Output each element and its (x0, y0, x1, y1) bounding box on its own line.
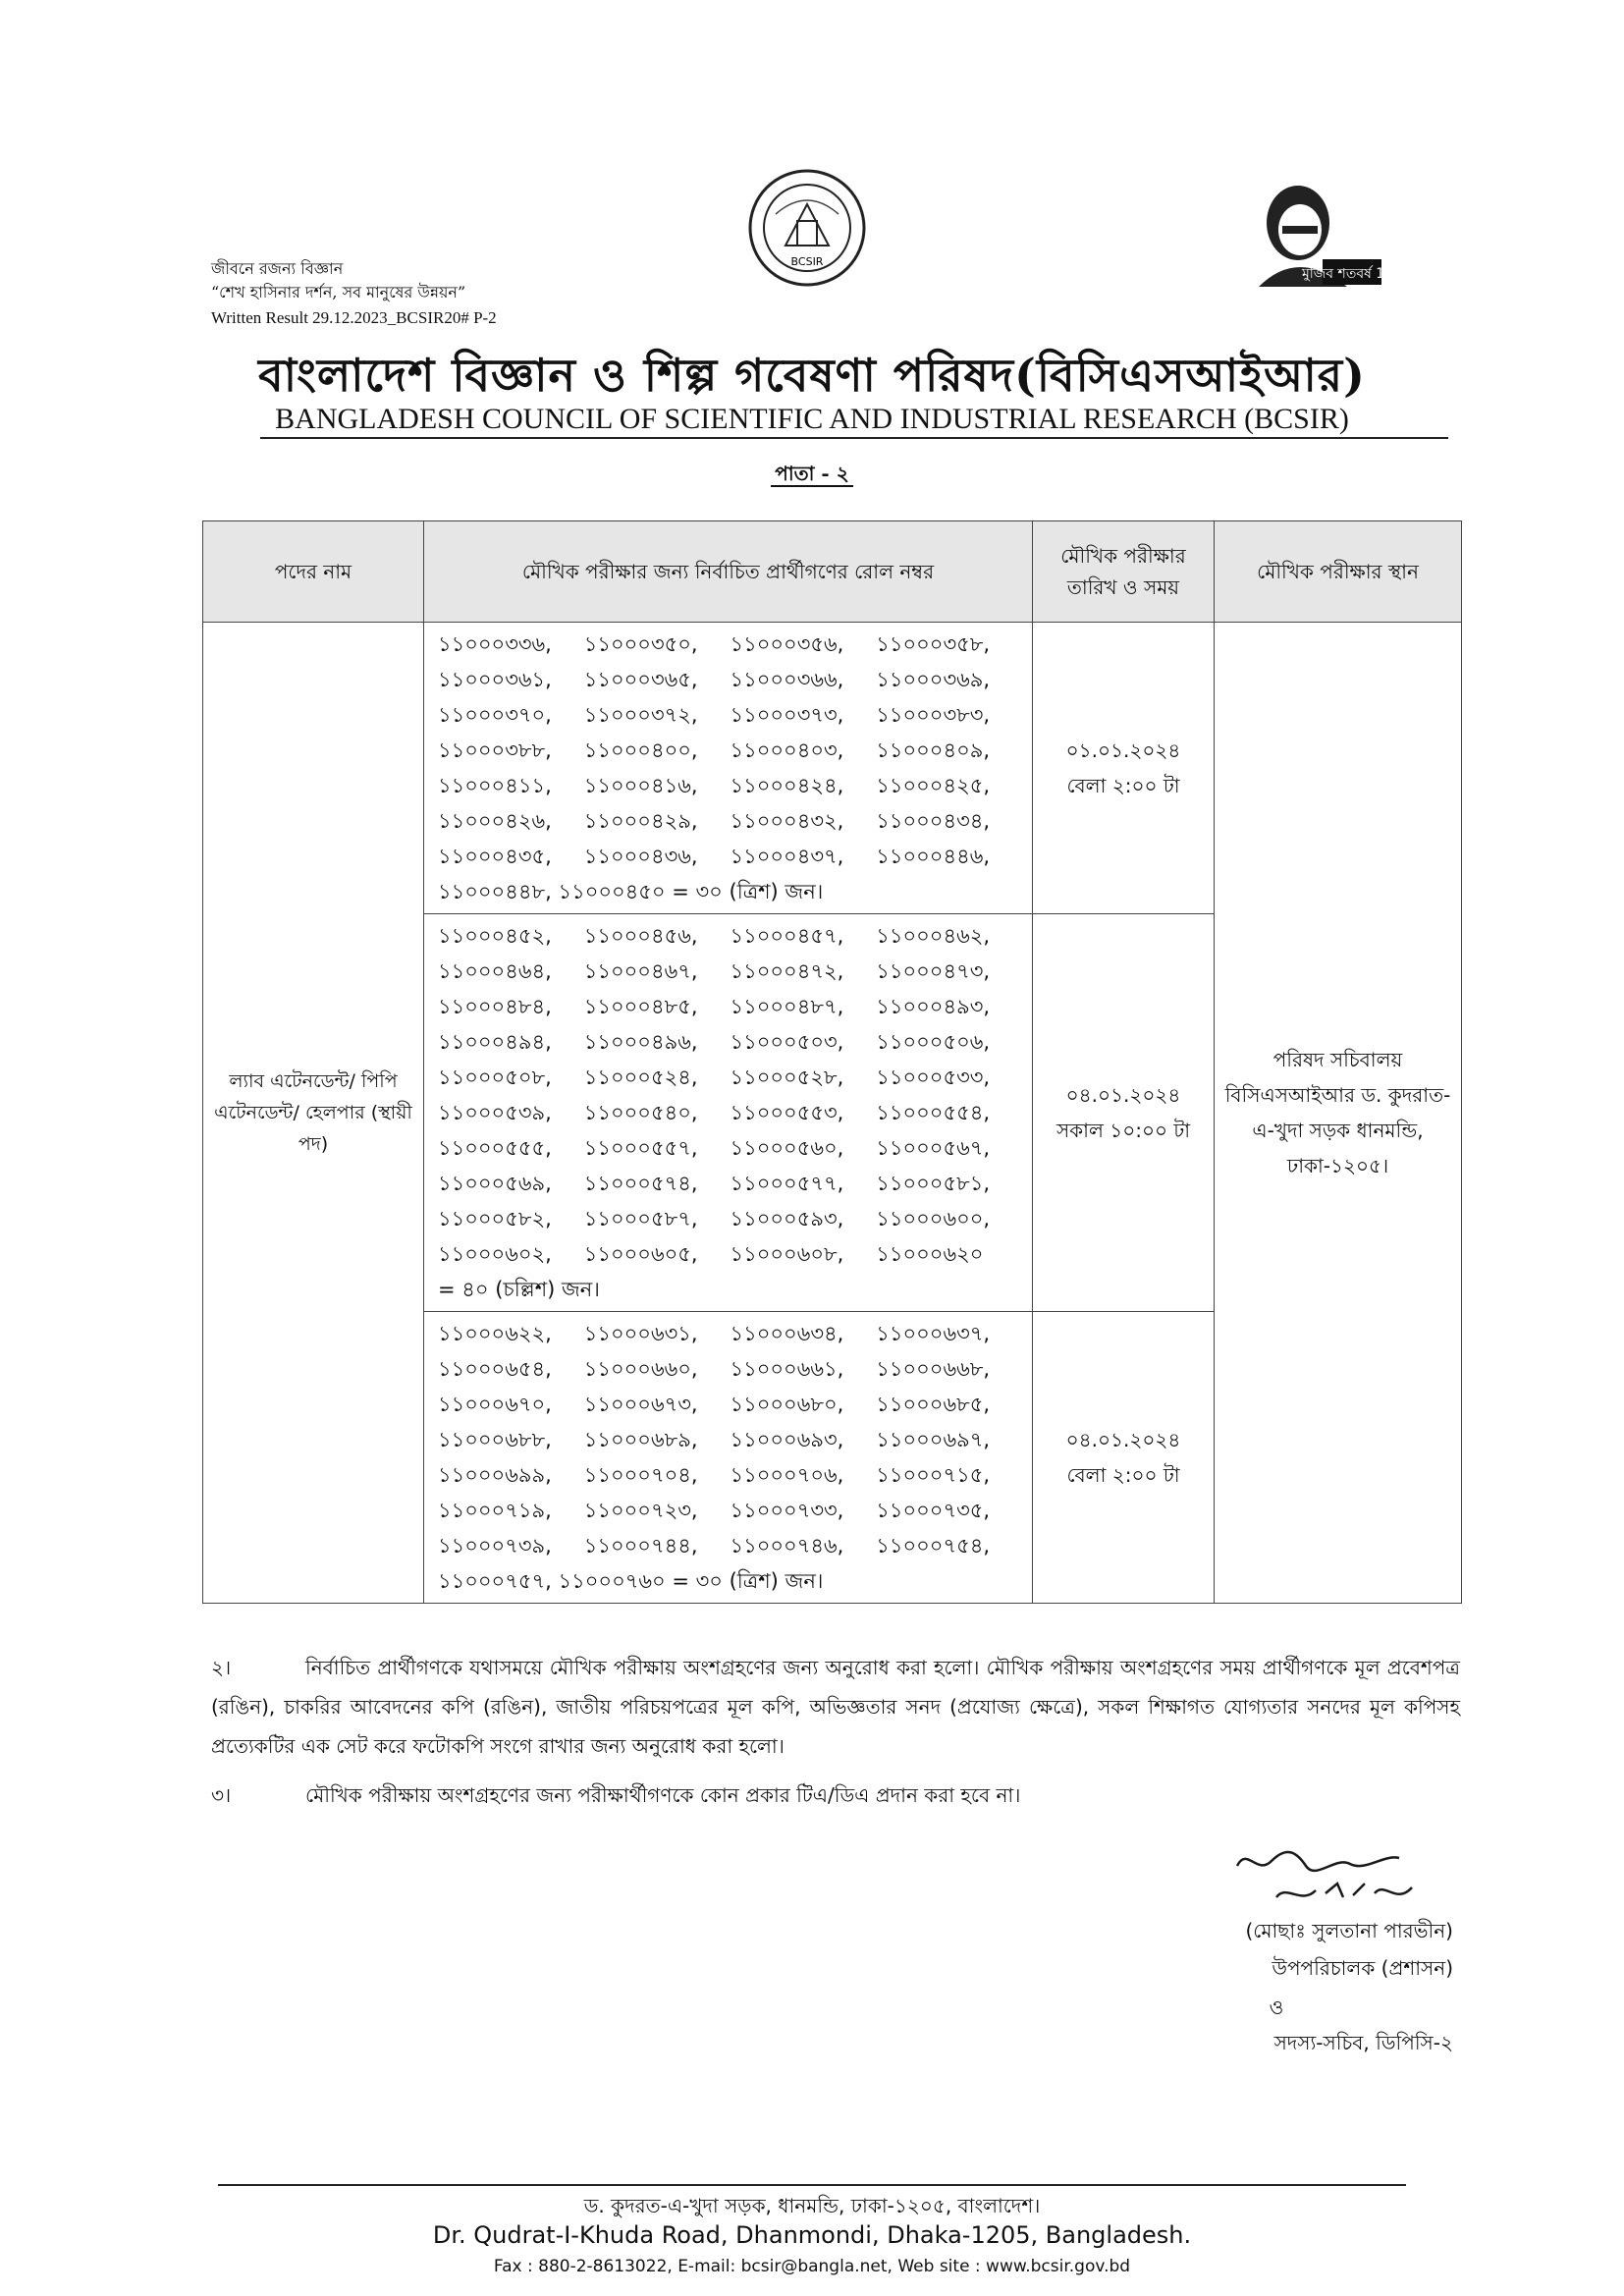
exam-time: সকাল ১০:০০ টা (1056, 1119, 1191, 1142)
venue-cell: পরিষদ সচিবালয় বিসিএসআইআর ড. কুদরাত-এ-খুদা সড়ক ধানমন্ডি, ঢাকা-১২০৫। (1215, 623, 1462, 1604)
roll-total-line: = ৪০ (চল্লিশ) জন। (438, 1278, 600, 1301)
roll-number: ১১০০০৩৬৫, (583, 668, 698, 691)
roll-number: ১১০০০৩৮৩, (876, 703, 991, 727)
roll-number: ১১০০০৫৩৩, (876, 1066, 991, 1089)
roll-number: ১১০০০৪৬৪, (438, 959, 552, 983)
roll-number: ১১০০০৩৭০, (438, 703, 552, 727)
roll-line (438, 918, 1022, 954)
roll-number: ১১০০০৪৮৪, (438, 995, 552, 1018)
roll-number: ১১০০০৬০৮, (730, 1242, 844, 1266)
roll-number: ১১০০০৩৭২, (583, 703, 698, 727)
note-paragraph-2 (211, 1648, 1460, 1766)
exam-date: ০৪.০১.২০২৪ (1065, 1428, 1181, 1451)
roll-number: ১১০০০৩৫৮, (876, 632, 991, 656)
roll-number: ১১০০০৫৬৭, (876, 1136, 991, 1160)
roll-number: ১১০০০৫০৮, (438, 1066, 552, 1089)
roll-number: ১১০০০৪৮৫, (583, 995, 698, 1018)
roll-number: ১১০০০৪২৫, (876, 774, 991, 797)
roll-number: ১১০০০৫৫৫, (438, 1136, 552, 1160)
roll-number: ১১০০০৬২২, (438, 1322, 552, 1345)
roll-number: ১১০০০৫৪০, (583, 1101, 698, 1124)
header-date-time: মৌখিক পরীক্ষার তারিখ ও সময় (1033, 521, 1215, 623)
svg-text:মুজিব শতবর্ষ 100: মুজিব শতবর্ষ 100 (1301, 266, 1403, 282)
roll-number: ১১০০০৪৯৩, (876, 995, 991, 1018)
roll-number: ১১০০০৫০৩, (730, 1030, 844, 1054)
mujib-centenary-logo-icon (1239, 169, 1435, 292)
note-paragraph-3 (211, 1776, 1460, 1815)
roll-number: ১১০০০৫৫৩, (730, 1101, 844, 1124)
roll-number: ১১০০০৪৬৭, (583, 959, 698, 983)
roll-number: ১১০০০৭৩৩, (730, 1499, 844, 1522)
roll-line (438, 1493, 1022, 1528)
footer-divider (218, 2184, 1406, 2186)
org-title-english: BANGLADESH COUNCIL OF SCIENTIFIC AND INDUSTRIAL RESEARCH (BCSIR) (275, 403, 1349, 435)
roll-number: ১১০০০৭৪৪, (583, 1534, 698, 1558)
roll-number: ১১০০০৫০৬, (876, 1030, 991, 1054)
roll-number: ১১০০০৩৩৬, (438, 632, 552, 656)
roll-line (438, 1060, 1022, 1095)
roll-line (438, 1201, 1022, 1236)
roll-number: ১১০০০৬৮৮, (438, 1428, 552, 1451)
roll-number: ১১০০০৪১৬, (583, 774, 698, 797)
roll-number: ১১০০০৪০০, (583, 738, 698, 762)
post-name-cell: ল্যাব এটেনডেন্ট/ পিপি এটেনডেন্ট/ হেলপার (স্থায়ী পদ) (203, 623, 424, 1604)
roll-number: ১১০০০৪৪৬, (876, 845, 991, 868)
roll-number: ১১০০০৬২০ (876, 1242, 984, 1266)
note-text: মৌখিক পরীক্ষায় অংশগ্রহণের জন্য পরীক্ষার্থীগণকে কোন প্রকার টিএ/ডিএ প্রদান করা হবে না। (305, 1783, 1021, 1807)
signatory-name: (মোছাঃ সুলতানা পারভীন) (1245, 1919, 1453, 1942)
roll-number: ১১০০০৭৪৬, (730, 1534, 844, 1558)
exam-time: বেলা ২:০০ টা (1066, 774, 1180, 797)
roll-line (438, 1316, 1022, 1351)
page-number: পাতা - ২ (0, 460, 1624, 492)
roll-number: ১১০০০৫৬৯, (438, 1172, 552, 1195)
roll-number: ১১০০০৩৬১, (438, 668, 552, 691)
roll-number: ১১০০০৭১৯, (438, 1499, 552, 1522)
footer-address-english: Dr. Qudrat-I-Khuda Road, Dhanmondi, Dhaka-1205, Bangladesh. (432, 2221, 1192, 2249)
roll-number: ১১০০০৫৮২, (438, 1207, 552, 1230)
date-time-cell (1033, 623, 1215, 914)
svg-text:BCSIR: BCSIR (790, 255, 824, 268)
roll-line (438, 954, 1022, 989)
header-roll-numbers: মৌখিক পরীক্ষার জন্য নির্বাচিত প্রার্থীগণের রোল নম্বর (424, 521, 1033, 623)
bcsir-seal-icon (746, 167, 869, 290)
roll-numbers-cell (424, 1312, 1033, 1604)
note-text: নির্বাচিত প্রার্থীগণকে যথাসময়ে মৌখিক পরীক্ষায় অংশগ্রহণের জন্য অনুরোধ করা হলো। মৌখিক পরীক্ষায় অংশগ্রহণের সময় প্রার্থীগণকে মূল প্রবেশপত্র (রঙিন), চাকরির আবেদনের কপি (রঙিন), জাতীয় পরিচয়পত্রের মূল কপি, অভিজ্ঞতার সনদ (প্রযোজ্য ক্ষেত্রে), সকল শিক্ষাগত যোগ্যতার সনদের মূল কপিসহ প্রত্যেকটির এক সেট করে ফটোকপি সংগে রাখার জন্য অনুরোধ করা হলো। (211, 1656, 1460, 1758)
roll-number: ১১০০০৫৮৭, (583, 1207, 698, 1230)
roll-line (438, 733, 1022, 768)
roll-line (438, 1024, 1022, 1060)
exam-date: ০৪.০১.২০২৪ (1065, 1083, 1181, 1107)
roll-number: ১১০০০৪৭২, (730, 959, 844, 983)
roll-line (438, 1457, 1022, 1493)
roll-number: ১১০০০৬৬০, (583, 1357, 698, 1381)
roll-number: ১১০০০৩৬৯, (876, 668, 991, 691)
roll-total-line: ১১০০০৪৪৮, ১১০০০৪৫০ = ৩০ (ত্রিশ) জন। (438, 880, 824, 903)
roll-line (438, 1166, 1022, 1201)
roll-number: ১১০০০৬৯৩, (730, 1428, 844, 1451)
roll-number: ১১০০০৫৮১, (876, 1172, 991, 1195)
roll-number: ১১০০০৭৩৫, (876, 1499, 991, 1522)
roll-number: ১১০০০৪০৩, (730, 738, 844, 762)
roll-number: ১১০০০৪৫৬, (583, 924, 698, 948)
roll-number: ১১০০০৬৮৫, (876, 1393, 991, 1416)
roll-number: ১১০০০৭১৫, (876, 1463, 991, 1487)
roll-number: ১১০০০৫৭৭, (730, 1172, 844, 1195)
roll-line (438, 1528, 1022, 1563)
roll-number: ১১০০০৪৩২, (730, 809, 844, 833)
table-body (203, 623, 1462, 1604)
roll-line (438, 1351, 1022, 1387)
note-number: ২। (211, 1656, 232, 1679)
roll-number: ১১০০০৬০০, (876, 1207, 991, 1230)
roll-line (438, 1387, 1022, 1422)
roll-line (438, 627, 1022, 662)
title-divider (260, 437, 1448, 439)
motto-line-1: জীবনে রজন্য বিজ্ঞান (211, 259, 344, 278)
roll-number: ১১০০০৪২৯, (583, 809, 698, 833)
roll-number: ১১০০০৬৭০, (438, 1393, 552, 1416)
roll-number: ১১০০০৪২৪, (730, 774, 844, 797)
roll-number: ১১০০০৬৮০, (730, 1393, 844, 1416)
roll-number: ১১০০০৫২৮, (730, 1066, 844, 1089)
roll-number: ১১০০০৬৮৯, (583, 1428, 698, 1451)
roll-number: ১১০০০৭০৪, (583, 1463, 698, 1487)
roll-number: ১১০০০৪৮৭, (730, 995, 844, 1018)
roll-number: ১১০০০৬৬১, (730, 1357, 844, 1381)
roll-number: ১১০০০৬৯৭, (876, 1428, 991, 1451)
roll-number: ১১০০০৪৩৬, (583, 845, 698, 868)
signatory-designation: উপপরিচালক (প্রশাসন) (1272, 1956, 1453, 1980)
roll-number: ১১০০০৬৩৪, (730, 1322, 844, 1345)
signature-icon (1227, 1836, 1434, 1915)
roll-line (438, 1095, 1022, 1130)
roll-line (438, 1236, 1022, 1272)
exam-date: ০১.০১.২০২৪ (1065, 738, 1181, 762)
roll-line (438, 803, 1022, 839)
roll-numbers-cell (424, 623, 1033, 914)
roll-number: ১১০০০৪৬২, (876, 924, 991, 948)
viva-results-table (202, 520, 1462, 1604)
roll-number: ১১০০০৭২৩, (583, 1499, 698, 1522)
roll-number: ১১০০০৪৯৬, (583, 1030, 698, 1054)
roll-line (438, 839, 1022, 874)
roll-number: ১১০০০৩৫০, (583, 632, 698, 656)
roll-number: ১১০০০৬০২, (438, 1242, 552, 1266)
roll-number: ১১০০০৪৫২, (438, 924, 552, 948)
date-time-cell (1033, 1312, 1215, 1604)
roll-number: ১১০০০৫৭৪, (583, 1172, 698, 1195)
roll-number: ১১০০০৫৬০, (730, 1136, 844, 1160)
roll-number: ১১০০০৬৭৩, (583, 1393, 698, 1416)
roll-number: ১১০০০৪৩৭, (730, 845, 844, 868)
roll-number: ১১০০০৬৩১, (583, 1322, 698, 1345)
roll-number: ১১০০০৭৩৯, (438, 1534, 552, 1558)
roll-number: ১১০০০৬০৫, (583, 1242, 698, 1266)
roll-number: ১১০০০৫৫৪, (876, 1101, 991, 1124)
roll-line (438, 662, 1022, 697)
footer-address-bangla: ড. কুদরত-এ-খুদা সড়ক, ধানমন্ডি, ঢাকা-১২০৫, বাংলাদেশ। (583, 2194, 1041, 2217)
roll-numbers-cell (424, 914, 1033, 1312)
roll-line (438, 989, 1022, 1024)
roll-number: ১১০০০৪৫৭, (730, 924, 844, 948)
roll-number: ১১০০০৫২৪, (583, 1066, 698, 1089)
date-time-cell (1033, 914, 1215, 1312)
motto-line-2: “শেখ হাসিনার দর্শন, সব মানুষের উন্নয়ন” (211, 283, 466, 301)
roll-number: ১১০০০৫৩৯, (438, 1101, 552, 1124)
roll-number: ১১০০০৪৯৪, (438, 1030, 552, 1054)
roll-number: ১১০০০৬৬৮, (876, 1357, 991, 1381)
header-post-name: পদের নাম (203, 521, 424, 623)
roll-number: ১১০০০৭৫৪, (876, 1534, 991, 1558)
note-number: ৩। (211, 1783, 232, 1807)
roll-number: ১১০০০৬৩৭, (876, 1322, 991, 1345)
roll-number: ১১০০০৪৩৪, (876, 809, 991, 833)
reference-number: Written Result 29.12.2023_BCSIR20# P-2 (211, 308, 497, 327)
roll-number: ১১০০০৪৭৩, (876, 959, 991, 983)
exam-time: বেলা ২:০০ টা (1066, 1463, 1180, 1487)
roll-line (438, 697, 1022, 733)
roll-number: ১১০০০৩৬৬, (730, 668, 844, 691)
roll-number: ১১০০০৫৯৩, (730, 1207, 844, 1230)
roll-number: ১১০০০৩৮৮, (438, 738, 552, 762)
header-venue: মৌখিক পরীক্ষার স্থান (1215, 521, 1462, 623)
roll-total-line: ১১০০০৭৫৭, ১১০০০৭৬০ = ৩০ (ত্রিশ) জন। (438, 1569, 824, 1593)
roll-number: ১১০০০৪০৯, (876, 738, 991, 762)
table-header-row (203, 521, 1462, 623)
roll-number: ১১০০০৪১১, (438, 774, 552, 797)
roll-number: ১১০০০৬৯৯, (438, 1463, 552, 1487)
roll-line (438, 1422, 1022, 1457)
roll-line (438, 768, 1022, 803)
roll-line (438, 1130, 1022, 1166)
roll-number: ১১০০০৩৫৬, (730, 632, 844, 656)
roll-number: ১১০০০৬৫৪, (438, 1357, 552, 1381)
org-title-bangla: বাংলাদেশ বিজ্ঞান ও শিল্প গবেষণা পরিষদ(বিসিএসআইআর) (258, 349, 1366, 402)
roll-number: ১১০০০৭০৬, (730, 1463, 844, 1487)
roll-number: ১১০০০৪৩৫, (438, 845, 552, 868)
footer-contact: Fax : 880-2-8613022, E-mail: bcsir@bangla.net, Web site : www.bcsir.gov.bd (493, 2257, 1131, 2276)
table-row (203, 623, 1462, 914)
roll-number: ১১০০০৩৭৩, (730, 703, 844, 727)
roll-number: ১১০০০৪২৬, (438, 809, 552, 833)
roll-number: ১১০০০৫৫৭, (583, 1136, 698, 1160)
signatory-role: সদস্য-সচিব, ডিপিসি-২ (1273, 2031, 1453, 2054)
signatory-and: ও (1269, 1995, 1284, 2019)
